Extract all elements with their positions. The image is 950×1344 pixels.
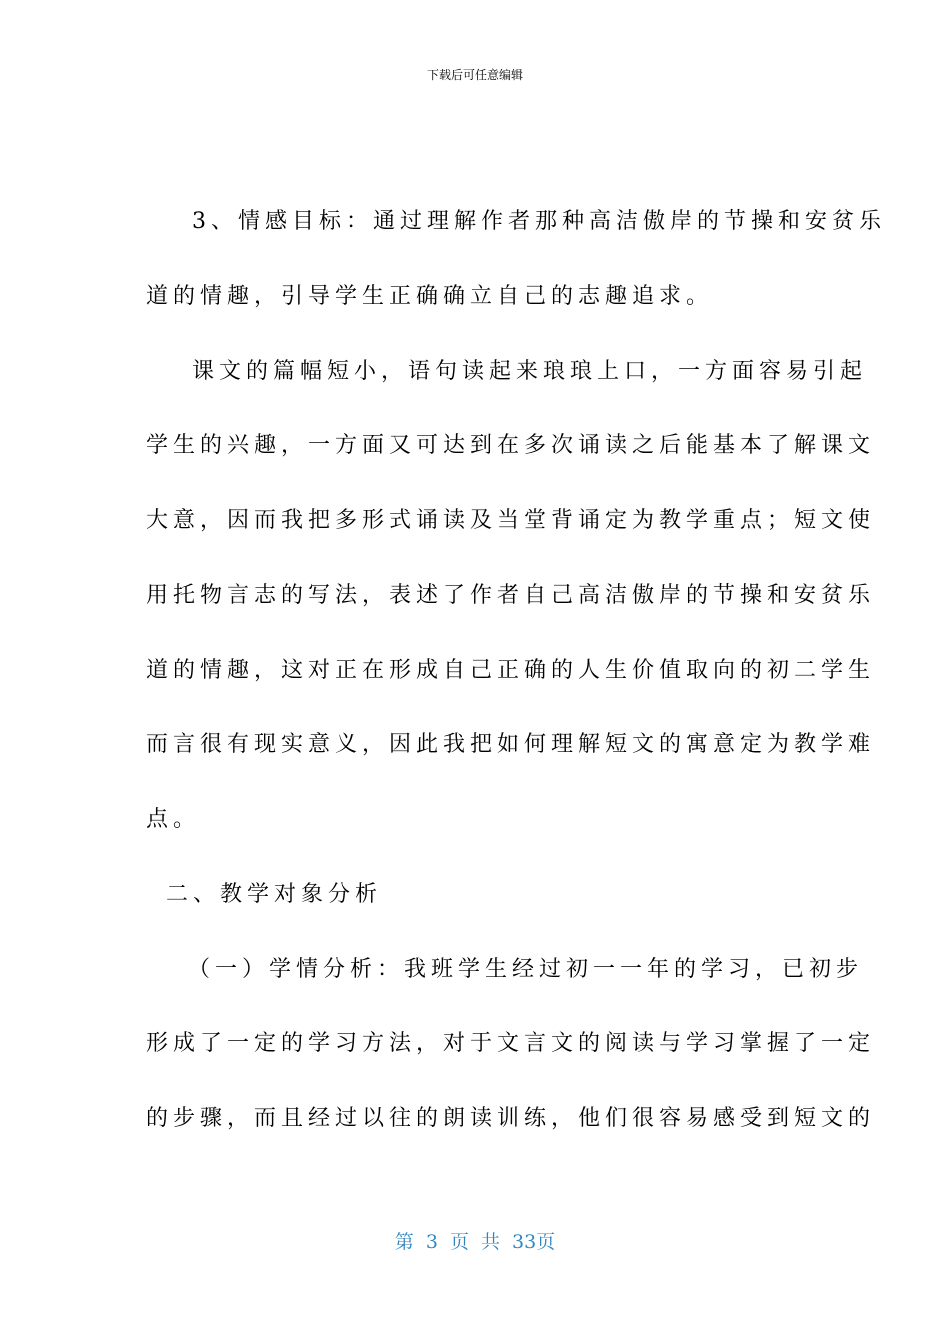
paragraph-line: （一）学情分析：我班学生经过初一一年的学习，已初步 — [188, 957, 864, 982]
paragraph-line: 3、情感目标：通过理解作者那种高洁傲岸的节操和安贫乐 — [192, 209, 886, 234]
paragraph-line: 而言很有现实意义，因此我把如何理解短文的寓意定为教学难 — [146, 732, 876, 757]
paragraph-line: 大意，因而我把多形式诵读及当堂背诵定为教学重点；短文使 — [146, 508, 876, 533]
paragraph-line: 学生的兴趣，一方面又可达到在多次诵读之后能基本了解课文 — [146, 433, 876, 458]
page-number-footer: 第 3 页 共 33页 — [394, 1231, 556, 1253]
paragraph-line: 道的情趣，这对正在形成自己正确的人生价值取向的初二学生 — [146, 658, 876, 683]
paragraph-line: 课文的篇幅短小，语句读起来琅琅上口，一方面容易引起 — [192, 359, 868, 384]
paragraph-line: 的步骤，而且经过以往的朗读训练，他们很容易感受到短文的 — [146, 1106, 876, 1131]
paragraph-line: 用托物言志的写法，表述了作者自己高洁傲岸的节操和安贫乐 — [146, 583, 876, 608]
paragraph-line: 道的情趣，引导学生正确确立自己的志趣追求。 — [146, 284, 714, 309]
paragraph-line: 形成了一定的学习方法，对于文言文的阅读与学习掌握了一定 — [146, 1031, 876, 1056]
paragraph-line: 点。 — [146, 807, 201, 832]
page-header: 下载后可任意编辑 — [426, 68, 523, 82]
section-heading: 二、教学对象分析 — [166, 882, 383, 907]
